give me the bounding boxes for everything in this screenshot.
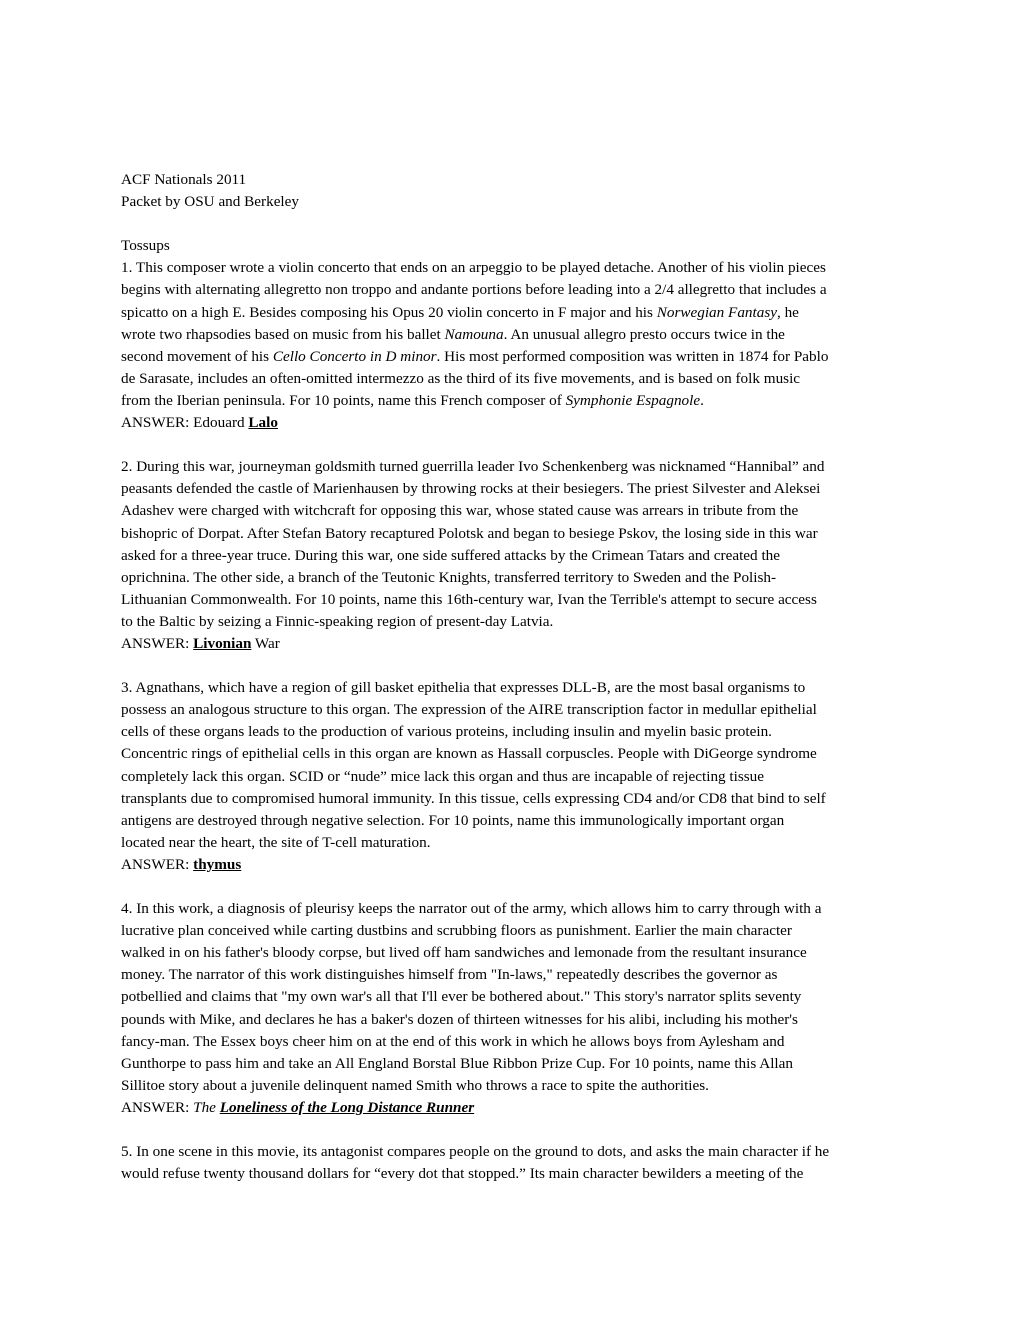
emphasized-text: thymus (193, 855, 242, 873)
text-run: asked for a three-year truce. During this war, one side suffered attacks by the Crimean Tatars and created the (121, 546, 780, 564)
text-run: wrote two rhapsodies based on music from his ballet (121, 325, 445, 343)
question-line (121, 898, 829, 920)
question-line (121, 279, 829, 301)
question-line (121, 677, 829, 699)
text-run: ANSWER: Edouard (121, 414, 249, 432)
text-run: Lithuanian Commonwealth. For 10 points, name this 16th-century war, Ivan the Terrible's attempt to secure access (121, 590, 817, 608)
question-line (121, 257, 829, 279)
text-run: potbellied and claims that "my own war's all that I'll ever be bothered about." This story's narrator splits seventy (121, 988, 802, 1006)
text-run: de Sarasate, includes an often-omitted intermezzo as the third of its five movements, and is based on folk music (121, 369, 801, 387)
question-line (121, 1031, 829, 1053)
section-heading: Tossups (121, 237, 170, 255)
question-line (121, 1009, 829, 1031)
question-line (121, 368, 829, 390)
text-run: to the Baltic by seizing a Finnic-speaking region of present-day Latvia. (121, 612, 554, 630)
question-line (121, 699, 829, 721)
emphasized-text: Lalo (248, 414, 278, 432)
document-page (121, 169, 829, 1185)
spacer (121, 655, 829, 677)
text-run: 2. During this war, journeyman goldsmith turned guerrilla leader Ivo Schenkenberg was nicknamed “Hannibal” and (121, 458, 825, 476)
question-line (121, 920, 829, 942)
emphasized-text: Livonian (193, 634, 252, 652)
text-run: Gunthorpe to pass him and take an All England Borstal Blue Ribbon Prize Cup. For 10 points, name this Allan (121, 1054, 793, 1072)
text-run: oprichnina. The other side, a branch of the Teutonic Knights, transferred territory to Sweden and the Polish- (121, 568, 777, 586)
question-line (121, 589, 829, 611)
tossup-question (121, 257, 829, 434)
emphasized-text: Symphonie Espagnole (565, 391, 701, 409)
text-run: ANSWER: (121, 1098, 194, 1116)
question-line (121, 456, 829, 478)
text-run: pounds with Mike, and declares he has a baker's dozen of thirteen witnesses for his alibi, including his mother's (121, 1010, 798, 1028)
text-run: lucrative plan conceived while carting dustbins and scrubbing floors as punishment. Earlier the main character (121, 922, 792, 940)
answer-line (121, 412, 829, 434)
question-list (121, 257, 829, 1185)
spacer (121, 213, 829, 235)
text-run: money. The narrator of this work distinguishes himself from "In-laws," repeatedly describes the governor as (121, 966, 778, 984)
text-run: War (251, 634, 280, 652)
text-run: Adashev were charged with witchcraft for opposing this war, whose stated cause was arrears in tribute from the (121, 502, 799, 520)
text-run: 3. Agnathans, which have a region of gill basket epithelia that expresses DLL-B, are the most basal organisms to (121, 679, 806, 697)
text-run: . An unusual allegro presto occurs twice in the (503, 325, 785, 343)
question-line (121, 302, 829, 324)
question-line (121, 788, 829, 810)
text-run: . (700, 391, 704, 409)
spacer (121, 1119, 829, 1141)
tossup-question (121, 677, 829, 876)
text-run: . His most performed composition was written in 1874 for Pablo (436, 347, 829, 365)
question-line (121, 346, 829, 368)
answer-line (121, 633, 829, 655)
question-line (121, 567, 829, 589)
emphasized-text: Norwegian Fantasy (656, 303, 777, 321)
question-line (121, 766, 829, 788)
question-line (121, 721, 829, 743)
text-run: possess an analogous structure to this organ. The expression of the AIRE transcription factor in medullar epithelial (121, 701, 817, 719)
text-run: cells of these organs leads to the production of various proteins, including insulin and myelin basic protein. (121, 723, 772, 741)
answer-line (121, 854, 829, 876)
text-run: Concentric rings of epithelial cells in this organ are known as Hassall corpuscles. People with DiGeorge syndrome (121, 745, 817, 763)
question-line (121, 942, 829, 964)
text-run: peasants defended the castle of Marienhausen by throwing rocks at their besiegers. The priest Silvester and Aleksei (121, 480, 821, 498)
text-run: transplants due to compromised humoral immunity. In this tissue, cells expressing CD4 and/or CD8 that bind to self (121, 789, 826, 807)
text-run: spicatto on a high E. Besides composing his Opus 20 violin concerto in F major and his (121, 303, 657, 321)
text-run: antigens are destroyed through negative selection. For 10 points, name this immunologically important organ (121, 811, 785, 829)
text-run: 4. In this work, a diagnosis of pleurisy keeps the narrator out of the army, which allows him to carry through with a (121, 900, 822, 918)
question-line (121, 810, 829, 832)
emphasized-text: Namouna (444, 325, 504, 343)
text-run: walked in on his father's bloody corpse, but lived off ham sandwiches and lemonade from the resultant insurance (121, 944, 807, 962)
text-run: begins with alternating allegretto non troppo and andante portions before leading into a 2/4 allegretto that includes a (121, 281, 827, 299)
text-run: ANSWER: (121, 855, 194, 873)
question-line (121, 545, 829, 567)
question-line (121, 1053, 829, 1075)
packet-title: ACF Nationals 2011 (121, 171, 247, 188)
spacer (121, 434, 829, 456)
tossup-question (121, 456, 829, 655)
emphasized-text: The (193, 1098, 220, 1116)
question-line (121, 1075, 829, 1097)
text-run: from the Iberian peninsula. For 10 points, name this French composer of (121, 391, 566, 409)
emphasized-text: Cello Concerto in D minor (272, 347, 437, 365)
packet-subtitle: Packet by OSU and Berkeley (121, 193, 299, 211)
spacer (121, 876, 829, 898)
text-run: , he (776, 303, 799, 321)
question-line (121, 324, 829, 346)
tossup-question (121, 898, 829, 1119)
question-line (121, 832, 829, 854)
question-line (121, 1141, 829, 1163)
text-run: would refuse twenty thousand dollars for “every dot that stopped.” Its main character bewilders a meeting of the (121, 1165, 804, 1183)
emphasized-text: Loneliness of the Long Distance Runner (219, 1098, 475, 1116)
answer-line (121, 1097, 829, 1119)
text-run: 5. In one scene in this movie, its antagonist compares people on the ground to dots, and asks the main character if he (121, 1143, 830, 1161)
tossup-question (121, 1141, 829, 1185)
text-run: Sillitoe story about a juvenile delinquent named Smith who throws a race to spite the authorities. (121, 1076, 709, 1094)
text-run: ANSWER: (121, 634, 194, 652)
question-line (121, 523, 829, 545)
question-line (121, 964, 829, 986)
question-line (121, 986, 829, 1008)
question-line (121, 478, 829, 500)
question-line (121, 390, 829, 412)
text-run: 1. This composer wrote a violin concerto that ends on an arpeggio to be played detache. Another of his violin pieces (121, 259, 826, 277)
text-run: located near the heart, the site of T-cell maturation. (121, 833, 431, 851)
text-run: second movement of his (121, 347, 273, 365)
question-line (121, 611, 829, 633)
question-line (121, 500, 829, 522)
text-run: completely lack this organ. SCID or “nude” mice lack this organ and thus are incapable of rejecting tissue (121, 767, 765, 785)
question-line (121, 1163, 829, 1185)
text-run: fancy-man. The Essex boys cheer him on at the end of this work in which he allows boys from Aylesham and (121, 1032, 785, 1050)
question-line (121, 743, 829, 765)
text-run: bishopric of Dorpat. After Stefan Batory recaptured Polotsk and began to besiege Pskov, the losing side in this war (121, 524, 818, 542)
